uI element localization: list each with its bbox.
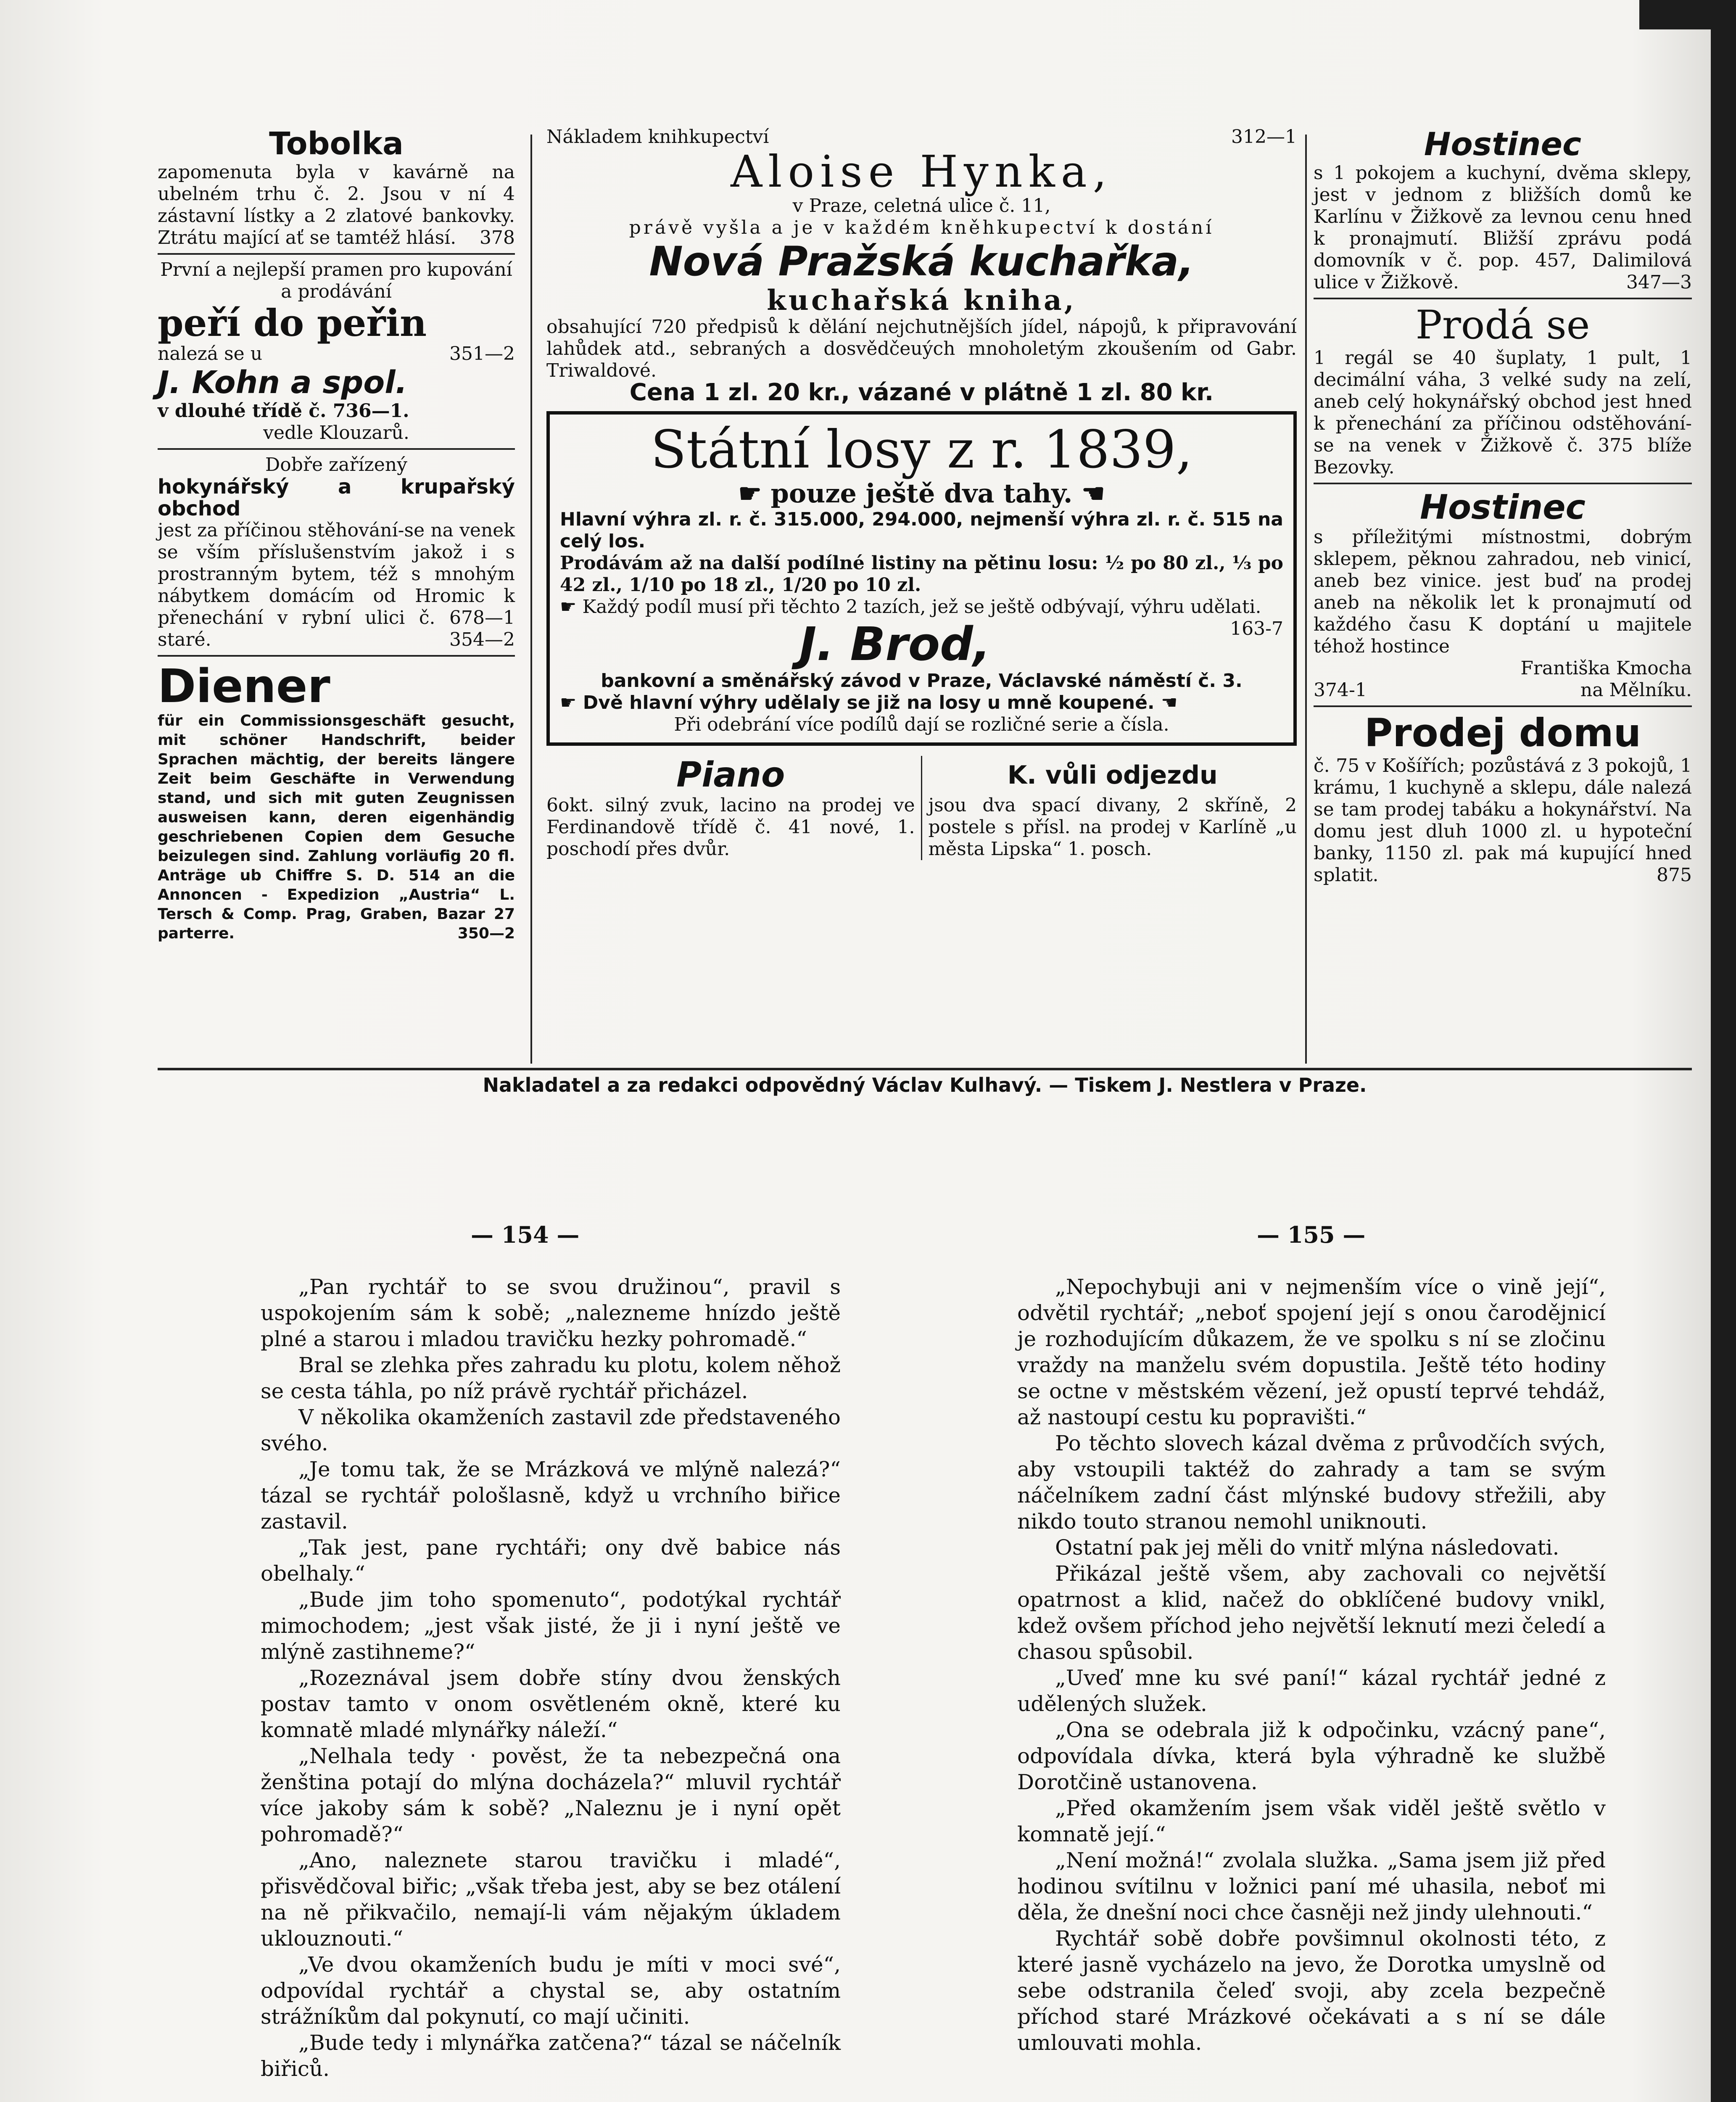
ad-column-left — [158, 126, 515, 943]
scan-edge — [1711, 0, 1736, 2102]
hand-pointer-icon: ☛ — [738, 478, 771, 509]
paragraph: Přikázal ještě všem, aby zachovali co největší opatrnost a klid, načež do obklíčené budovy vnikl, kdež ovšem příchod jeho největší leknutí mezi čeledí a chasou spůsobil. — [1017, 1561, 1606, 1664]
ad-hynek — [546, 126, 1297, 404]
hand-pointer-icon: ☚ — [1154, 692, 1178, 713]
page-number-left: — 154 — — [471, 1221, 580, 1248]
divider — [1314, 705, 1692, 707]
ad-odjezd — [922, 756, 1297, 860]
divider — [158, 655, 515, 657]
paragraph: „Pan rychtář to se svou družinou“, pravil s uspokojením sám k sobě; „nalezneme hnízdo ještě plné a starou i mladou travičku hezky pohromadě.“ — [261, 1275, 841, 1351]
ad-text: zapomenuta byla v kavárně na ubelném trhu č. 2. Jsou v ní 4 zástavní lístky a 2 zlatové bankovky. Ztrátu mající ať se tamtéž hlásí. — [158, 161, 515, 248]
divider — [1314, 298, 1692, 299]
ad-intro: Nákladem knihkupectví — [546, 126, 769, 148]
hand-pointer-icon: ☛ — [560, 596, 583, 618]
ad-text: s 1 pokojem a kuchyní, dvěma sklepy, jest v jednom z bližších domů ke Karlínu v Žižkově za levnou cenu hned k pronajmutí. Bližší zprávu podá domovník v č. pop. 457, Dalimilová ulice v Žižkově. — [1314, 162, 1692, 293]
paragraph: V několika okamženích zastavil zde představeného svého. — [261, 1405, 841, 1455]
ad-text: Dvě hlavní výhry udělaly se již na losy u mně koupené. — [583, 692, 1155, 713]
imprint-footer: Nakladatel a za redakci odpovědný Václav Kulhavý. — Tiskem J. Nestlera v Praze. — [158, 1068, 1692, 1096]
ad-peri — [158, 259, 515, 444]
column-rule-1 — [530, 135, 532, 1064]
paragraph: Po těchto slovech kázal dvěma z průvodčích svých, aby vstoupili taktéž do zahrady a tam se svým náčelníkem zadní část mlýnské budovy střežili, aby nikdo touto stranou nemohl uniknouti. — [1017, 1431, 1606, 1534]
paragraph: „Bude jim toho spomenuto“, podotýkal rychtář mimochodem; „jest však jisté, že ji i nyní ještě ve mlýně zastihneme?“ — [261, 1587, 841, 1664]
paragraph: „Ona se odebrala již k odpočinku, vzácný pane“, odpovídala dívka, která byla výhradně ke službě Dorotčině ustanovena. — [1017, 1718, 1606, 1794]
hand-pointer-icon: ☚ — [1072, 478, 1105, 509]
ad-address: v dlouhé třídě č. 736—1. — [158, 400, 409, 422]
paragraph: „Je tomu tak, že se Mrázková ve mlýně nalezá?“ tázal se rychtář pološlasně, když u vrchního biřice zastavil. — [261, 1457, 841, 1534]
hand-pointer-icon: ☛ — [560, 692, 583, 713]
ad-losy — [546, 411, 1297, 746]
ad-number: 347—3 — [1626, 272, 1692, 293]
story-column-left — [261, 1274, 841, 2082]
ad-diener — [158, 661, 515, 943]
paragraph: „Uveď mne ku své paní!“ kázal rychtář jedné z udělených služek. — [1017, 1666, 1606, 1716]
ad-title: Hostinec — [1420, 488, 1586, 527]
ad-price: Cena 1 zl. 20 kr., vázané v plátně 1 zl. 80 kr. — [629, 379, 1214, 406]
ad-address: v Praze, celetná ulice č. 11, — [792, 195, 1051, 217]
divider — [1314, 483, 1692, 484]
ad-number: 312—1 — [1231, 126, 1297, 148]
ad-text: 6okt. silný zvuk, lacino na prodej ve Ferdinandově třídě č. 41 nové, 1. poschodí přes dvůr. — [546, 795, 915, 860]
ad-title: Diener — [158, 659, 330, 713]
ad-text: jest za příčinou stěhování-se na venek se vším příslušenstvím jakož i s prostranným bytem, též s mnohým nábytkem domácím od Hromic k přenechání v rybní ulici č. 678—1 staré. — [158, 520, 515, 650]
ad-firm: J. Brod, — [799, 617, 991, 671]
paragraph: „Ve dvou okamženích budu je míti v moci své“, odpovídal rychtář a chystal se, aby ostatním strážníkům dal pokynutí, co mají učiniti. — [261, 1952, 841, 2029]
paragraph: „Nelhala tedy ‧ pověst, že ta nebezpečná ona ženština potají do mlýna docházela?“ mluvil rychtář více jakoby sám k sobě? „Naleznu je i nyní opět pohromadě?“ — [261, 1744, 841, 1846]
ad-title: Prodá se — [1415, 302, 1590, 348]
ad-bank: bankovní a směnářský závod v Praze, Václavské náměstí č. 3. — [601, 670, 1243, 692]
divider — [158, 448, 515, 450]
ad-number: 350—2 — [457, 925, 515, 942]
ad-hostinec-2 — [1314, 489, 1692, 701]
ad-text: nalezá se u — [158, 343, 263, 364]
paragraph: Bral se zlehka přes zahradu ku plotu, kolem něhož se cesta táhla, po níž právě rychtář přicházel. — [261, 1353, 841, 1403]
ad-number: 354—2 — [449, 629, 515, 650]
ad-number: 374-1 — [1314, 679, 1367, 701]
ad-text: Každý podíl musí při těchto 2 tazích, jež se ještě odbývají, výhru udělati. — [582, 596, 1261, 618]
paragraph: „Tak jest, pane rychtáři; ony dvě babice nás obelhaly.“ — [261, 1535, 841, 1586]
paragraph: „Není možná!“ zvolala služka. „Sama jsem již před hodinou svítilnu v ložnici paní mé uhasila, neboť mi děla, že dnešní noci chce časněji než jindy ulehnouti.“ — [1017, 1848, 1606, 1925]
story-column-right — [1017, 1274, 1606, 2056]
ad-number: 163-7 — [1230, 618, 1283, 639]
column-rule-2 — [1305, 135, 1307, 1064]
ad-text: Prodávám až na další podílné listiny na pětinu losu: ½ po 80 zl., ⅓ po 42 zl., 1/10 po 18 zl., 1/20 po 10 zl. — [560, 552, 1283, 596]
ad-prodej-domu — [1314, 711, 1692, 886]
ad-title: peří do peřin — [158, 301, 427, 345]
ad-signature: Františka Kmocha — [1520, 658, 1692, 679]
ad-number: 875 — [1657, 864, 1692, 886]
ad-intro: Dobře zařízený — [265, 454, 407, 475]
ad-publisher: Aloise Hynka, — [731, 146, 1113, 197]
ad-column-right — [1314, 126, 1692, 886]
paragraph: Ostatní pak jej měli do vnitř mlýna následovati. — [1055, 1535, 1559, 1560]
ad-title: Státní losy z r. 1839, — [650, 420, 1193, 480]
ad-text: jsou dva spací divany, 2 skříně, 2 postele s přísl. na prodej v Karlíně „u města Lipska“ 1. posch. — [928, 795, 1297, 860]
paragraph: „Bude tedy i mlynářka zatčena?“ tázal se náčelník biřiců. — [261, 2031, 841, 2081]
ad-text: Hlavní výhra zl. r. č. 315.000, 294.000, nejmenší výhra zl. r. č. 515 na celý los. — [560, 509, 1283, 552]
ad-number: 378 — [480, 227, 515, 248]
ad-hostinec-1 — [1314, 126, 1692, 293]
ad-intro: První a nejlepší pramen pro kupování a prodávání — [160, 259, 512, 302]
ad-tobolka — [158, 126, 515, 249]
ad-title: Piano — [676, 755, 785, 795]
ad-title: Hostinec — [1424, 125, 1582, 163]
scan-corner — [1639, 0, 1736, 29]
ad-book-subtitle: kuchařská kniha, — [767, 284, 1076, 317]
ad-text: obsahující 720 předpisů k dělání nejchutnějších jídel, nápojů, k připravování lahůdek atd., sebraných a dosvědčeuých mnoholetým zkoušením od Gabr. Triwaldové. — [546, 316, 1297, 381]
ad-number: 351—2 — [449, 343, 515, 364]
ad-title: Tobolka — [269, 126, 404, 162]
paragraph: Rychtář sobě dobře povšimnul okolnosti této, z které jasně vycházelo na jevo, že Dorotka umyslně od sebe odstranila čeleď svoji, aby zcela bezpečně příchod staré Mrázkové očekávati a s ní se dále umlouvati mohla. — [1017, 1926, 1606, 2055]
ad-book-title: Nová Pražská kuchařka, — [649, 238, 1194, 285]
paragraph: „Nepochybuji ani v nejmenším více o vině její“, odvětil rychtář; „neboť spojení její s onou čarodějnicí je rozhodujícím důkazem, že ve spolku s ní se zločinu vraždy na manželu svém dopustila. Ještě této hodiny se octne v městském vězení, jež opustí teprvé tehdáž, až nastoupí cestu ku popravišti.“ — [1017, 1275, 1606, 1429]
ad-near: vedle Klouzarů. — [263, 422, 409, 444]
ad-subtitle: pouze ještě dva tahy. — [770, 478, 1073, 509]
page-number-right: — 155 — — [1257, 1221, 1366, 1248]
paragraph: „Před okamžením jsem však viděl ještě světlo v komnatě její.“ — [1017, 1796, 1606, 1846]
ad-proda-se — [1314, 304, 1692, 478]
ad-text: für ein Commissionsgeschäft gesucht, mit schöner Handschrift, beider Sprachen mächtig, der bereits längere Zeit beim Geschäfte in Verwendung stand, und sich mit guten Zeugnissen ausweisen kann, deren eigenhändig geschriebenen Copien dem Gesuche beizulegen sind. Zahlung vorläufig 20 fl. Anträge ub Chiffre S. D. 514 an die Annoncen - Expedizion „Austria“ L. Tersch & Comp. Prag, Graben, Bazar 27 parterre. — [158, 712, 515, 942]
ad-title: Prodej domu — [1364, 710, 1641, 755]
ad-piano — [546, 756, 921, 860]
ad-place: na Mělníku. — [1580, 679, 1692, 701]
ad-text: s příležitými místnostmi, dobrým sklepem, pěknou zahradou, neb vinicí, aneb bez vinice. jest buď na prodej aneb na několik let k pronajmutí od každého času K doptání u majitele téhož hostince — [1314, 526, 1692, 657]
ad-title: K. vůli odjezdu — [1007, 761, 1218, 790]
ad-text: právě vyšla a je v každém kněhkupectví k dostání — [629, 217, 1214, 238]
ad-text: č. 75 v Košířích; pozůstává z 3 pokojů, 1 krámu, 1 kuchyně a sklepu, dále nalezá se tam prodej tabáku a hokynářství. Na domu jest dluh 1000 zl. u hypoteční banky, 1150 zl. pak má kupující hned splatit. — [1314, 755, 1692, 886]
divider — [158, 253, 515, 255]
paragraph: „Ano, naleznete starou travičku i mladé“, přisvědčoval biřic; „však třeba jest, aby se bez otálení na ně přikvačilo, nemají-li vám nějakým úkladem uklouznouti.“ — [261, 1848, 841, 1951]
ad-hokynar — [158, 454, 515, 651]
ad-text: Při odebrání více podílů dají se rozličné serie a čísla. — [674, 714, 1169, 735]
paragraph: „Rozeznával jsem dobře stíny dvou ženských postav tamto v onom osvětleném okně, které ku komnatě mladé mlynářky náleží.“ — [261, 1666, 841, 1742]
ad-text: 1 regál se 40 šuplaty, 1 pult, 1 decimální váha, 3 velké sudy na zelí, aneb celý hokynářský obchod jest hned k přenechání za příčinou odstěhování-se na venek v Žižkově č. 375 blíže Bezovky. — [1314, 347, 1692, 478]
ad-title: hokynářský a krupařský obchod — [158, 475, 515, 520]
ad-firm: J. Kohn a spol. — [158, 364, 407, 401]
ad-column-middle — [546, 126, 1297, 860]
